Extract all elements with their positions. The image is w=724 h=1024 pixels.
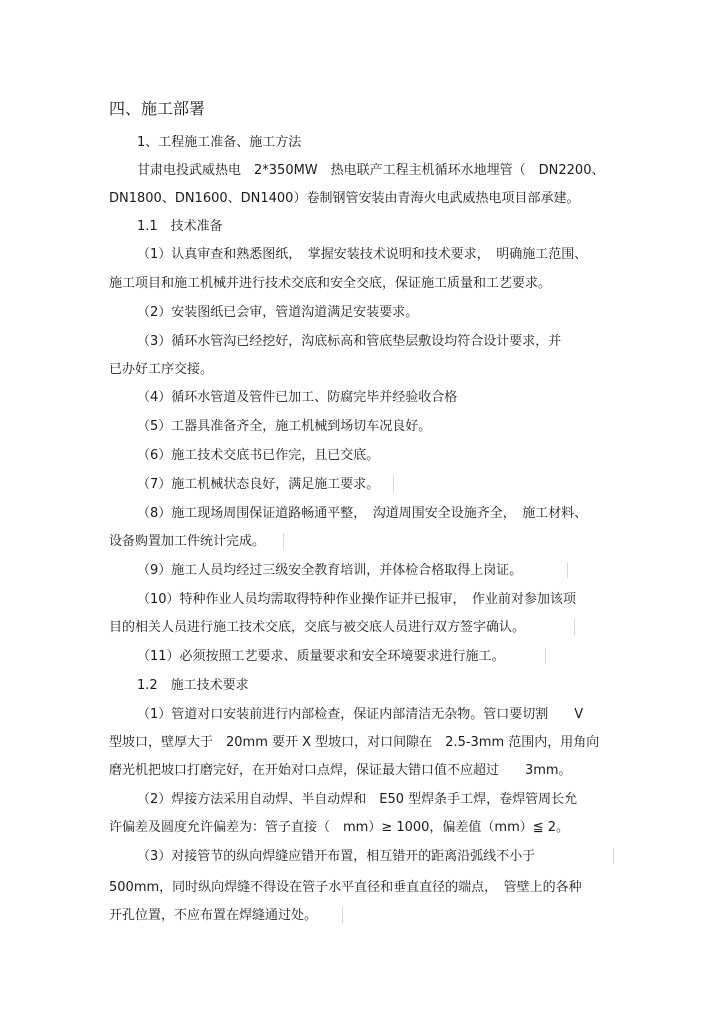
paragraph-line: （2）安装图纸已会审，管道沟道满足安装要求。 (137, 305, 419, 320)
paragraph-line: 目的相关人员进行施工技术交底，交底与被交底人员进行双方签字确认。 (109, 620, 526, 635)
paragraph-line: （11）必须按照工艺要求、质量要求和安全环境要求进行施工。 (137, 649, 505, 664)
paragraph-line: （7）施工机械状态良好，满足施工要求。 (137, 477, 380, 492)
paragraph-line: 设备购置加工件统计完成。 (109, 534, 266, 549)
scan-artifact-mark (574, 619, 575, 635)
subsection-heading: 1.2 施工技术要求 (137, 678, 249, 693)
scan-artifact-mark (393, 476, 394, 492)
paragraph-line: 许偏差及圆度允许偏差为：管子直接（ mm）≥ 1000，偏差值（mm）≦ 2。 (109, 820, 570, 835)
paragraph-line: （1）管道对口安装前进行内部检查，保证内部清洁无杂物。管口要切割 V (137, 707, 584, 722)
paragraph-line: （8）施工现场周围保证道路畅通平整， 沟道周围安全设施齐全， 施工材料、 (137, 506, 588, 521)
section-title: 四、施工部署 (109, 99, 206, 118)
scan-artifact-mark (567, 562, 568, 578)
paragraph-line: （5）工器具准备齐全，施工机械到场切车况良好。 (137, 419, 432, 434)
paragraph-line: （3）对接管节的纵向焊缝应错开布置，相互错开的距离沿弧线不小于 (137, 849, 536, 864)
paragraph-line: （2）焊接方法采用自动焊、半自动焊和 E50 型焊条手工焊，卷焊管周长允 (137, 792, 578, 807)
paragraph-line: 施工项目和施工机械并进行技术交底和安全交底，保证施工质量和工艺要求。 (109, 276, 552, 291)
subsection-heading: 1、工程施工准备、施工方法 (137, 135, 302, 150)
paragraph-line: 型坡口，壁厚大于 20mm 要开 X 型坡口，对口间隙在 2.5-3mm 范围内，用角向 (109, 735, 600, 750)
paragraph-line: DN1800、DN1600、DN1400）卷制钢管安装由青海火电武威热电项目部承建。 (109, 191, 580, 206)
paragraph-line: 磨光机把坡口打磨完好，在开始对口点焊，保证最大错口值不应超过 3mm。 (109, 763, 572, 778)
paragraph-line: （6）施工技术交底书已作完，且已交底。 (137, 448, 380, 463)
paragraph-line: （1）认真审查和熟悉图纸， 掌握安装技术说明和技术要求， 明确施工范围、 (137, 247, 588, 262)
paragraph-line: 已办好工序交接。 (109, 362, 214, 377)
paragraph-line: （4）循环水管道及管件已加工、防腐完毕并经验收合格 (137, 390, 458, 405)
paragraph-line: （10）特种作业人员均需取得特种作业操作证并已报审， 作业前对参加该项 (137, 592, 577, 607)
scan-artifact-mark (283, 533, 284, 549)
paragraph-line: （9）施工人员均经过三级安全教育培训，并体检合格取得上岗证。 (137, 563, 523, 578)
paragraph-line: 开孔位置，不应布置在焊缝通过处。 (109, 908, 318, 923)
paragraph-line: 500mm，同时纵向焊缝不得设在管子水平直径和垂直直径的端点， 管壁上的各种 (109, 880, 582, 895)
scan-artifact-mark (545, 648, 546, 664)
paragraph-line: （3）循环水管沟已经挖好，沟底标高和管底垫层敷设均符合设计要求，并 (137, 334, 562, 349)
scan-artifact-mark (342, 907, 343, 923)
paragraph-line: 甘肃电投武威热电 2*350MW 热电联产工程主机循环水地埋管（ DN2200、 (137, 163, 605, 178)
subsection-heading: 1.1 技术准备 (137, 219, 223, 234)
scan-artifact-mark (613, 848, 614, 864)
